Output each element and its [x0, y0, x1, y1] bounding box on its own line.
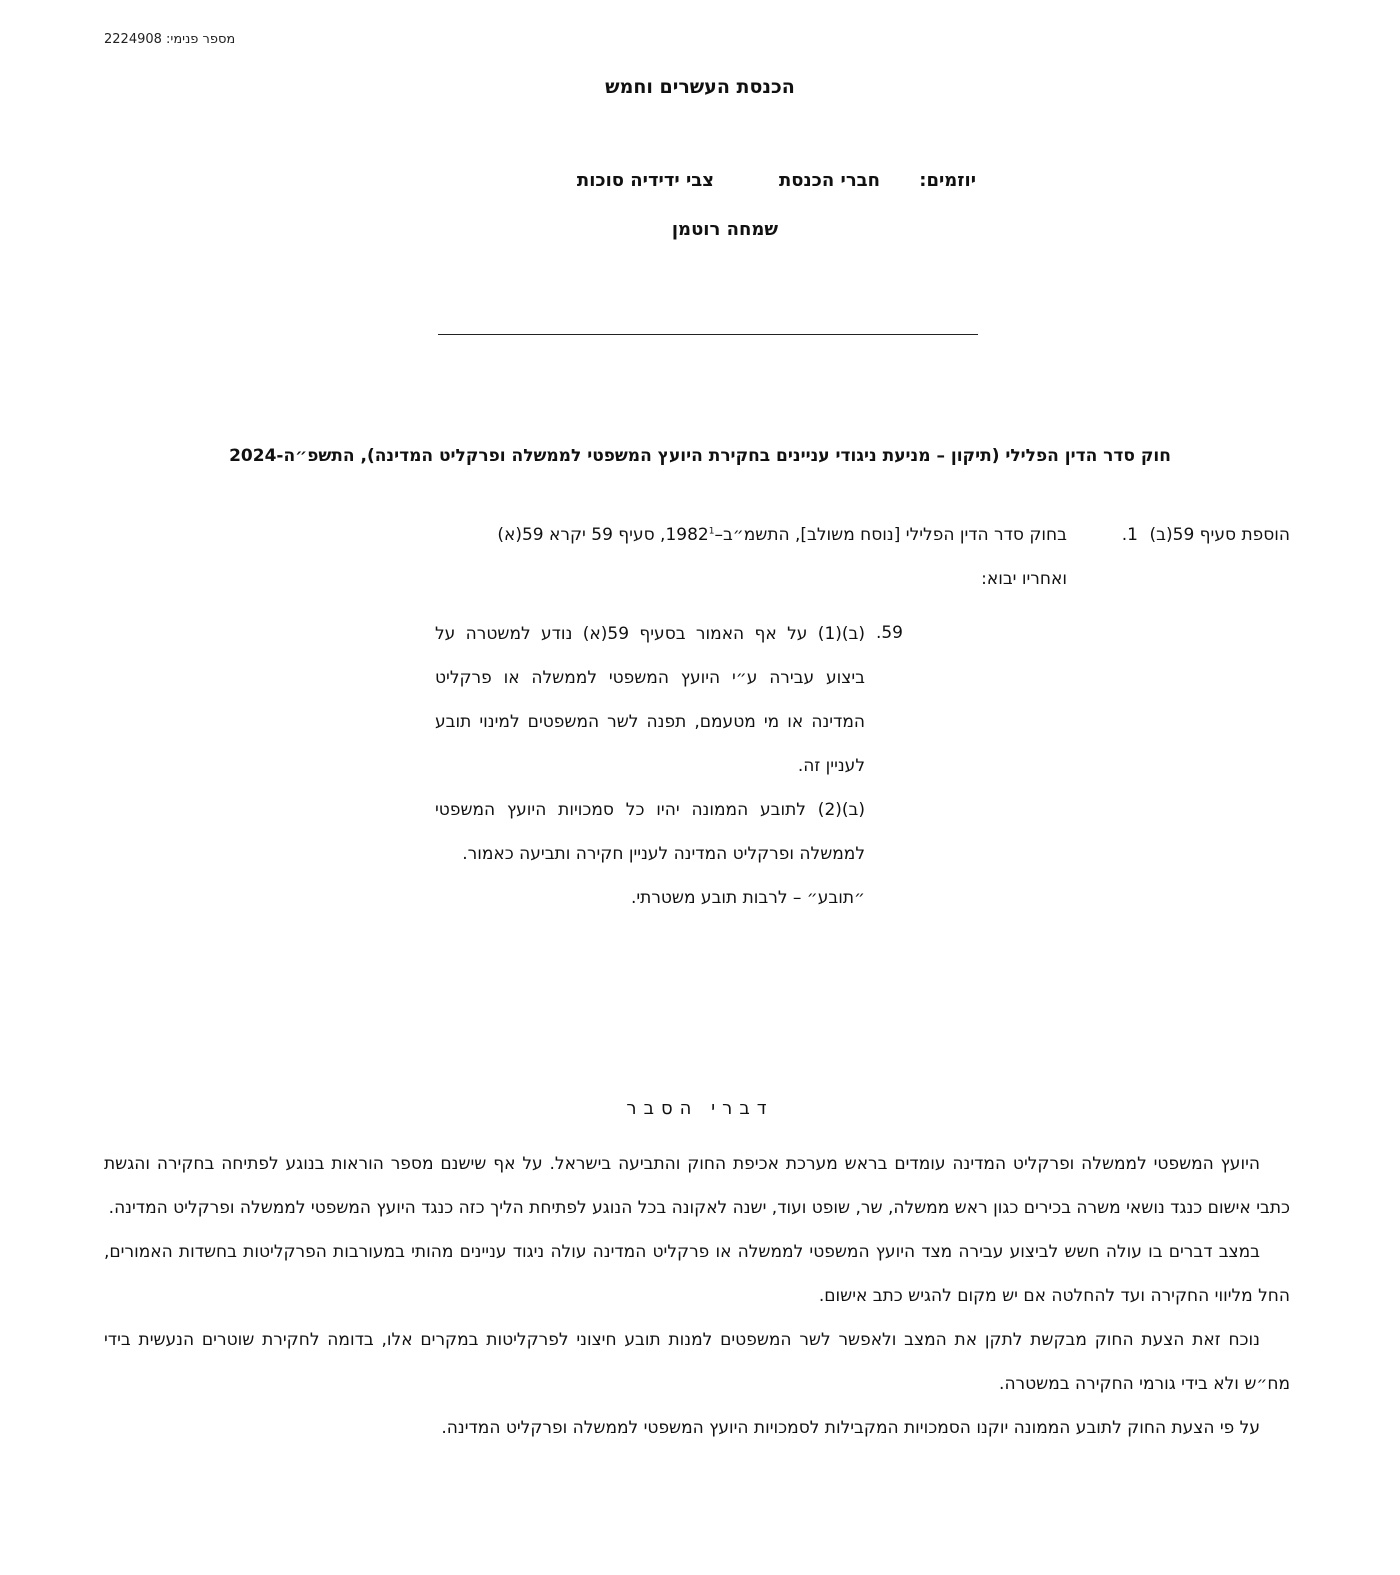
- margin-note: הוספת סעיף 59(ב): [1149, 525, 1290, 545]
- explanation-paragraph-1: היועץ המשפטי לממשלה ופרקליט המדינה עומדים בראש מערכת אכיפת החוק והתביעה בישראל. על אף שישנם מספר הוראות בנוגע לפתיחה בחקירה והגשת כתבי אישום כנגד נושאי משרה בכירים כגון ראש ממשלה, שר, שופט ועוד, ישנה לאקונה בכל הנוגע לפתיחת הליך כזה כנגד היועץ המשפטי לממשלה ופרקליט המדינה.: [104, 1154, 1290, 1218]
- explanation-title: דברי הסבר: [626, 1098, 774, 1119]
- initiator-member-2: שמחה רוטמן: [671, 219, 778, 240]
- section-text-end: , סעיף 59 יקרא 59(א): [497, 525, 666, 545]
- subsection-b2: (ב)(2) לתובע הממונה יהיו כל סמכויות היועץ המשפטי לממשלה ופרקליט המדינה לעניין חקירה ותביעה כאמור.: [435, 800, 865, 864]
- initiators-role: חברי הכנסת: [779, 170, 880, 191]
- knesset-heading: הכנסת העשרים וחמש: [605, 76, 795, 98]
- section-text-line-2: ואחריו יבוא:: [981, 569, 1067, 589]
- explanation-paragraph-4: על פי הצעת החוק לתובע הממונה יוקנו הסמכויות המקבילות לסמכויות היועץ המשפטי לממשלה ופרקליט המדינה.: [441, 1418, 1260, 1438]
- inserted-section-text: [435, 612, 865, 920]
- definition: ״תובע״ – לרבות תובע משטרתי.: [630, 888, 865, 908]
- subsection-b1: (ב)(1) על אף האמור בסעיף 59(א) נודע למשטרה על ביצוע עבירה ע״י היועץ המשפטי לממשלה או פרקליט המדינה או מי מטעמם, תפנה לשר המשפטים למינוי תובע לעניין זה.: [435, 624, 865, 776]
- explanation-paragraph-3: נוכח זאת הצעת החוק מבקשת לתקן את המצב ולאפשר לשר המשפטים למנות תובע חיצוני לפרקליטות במקרים אלו, בדומה לחקירת שוטרים הנעשית בידי מח״ש ולא בידי גורמי החקירה במשטרה.: [104, 1330, 1290, 1394]
- section-text-start: בחוק סדר הדין הפלילי [נוסח משולב], התשמ״ב–1982: [665, 525, 1067, 545]
- footnote-mark: 1: [708, 526, 715, 537]
- inserted-section-number: 59.: [875, 623, 903, 643]
- initiators-label: יוזמים:: [919, 170, 976, 191]
- section-number: 1.: [1121, 525, 1138, 545]
- separator-line: [438, 334, 978, 335]
- explanation-paragraph-2: במצב דברים בו עולה חשש לביצוע עבירה מצד היועץ המשפטי לממשלה או פרקליט המדינה עולה ניגוד עניינים מהותי במעורבות הפרקליטות בחשדות האמורים, החל מליווי החקירה ועד להחלטה אם יש מקום להגיש כתב אישום.: [104, 1242, 1290, 1306]
- section-text-line-1: [497, 525, 1067, 545]
- initiator-member-1: צבי ידידיה סוכות: [576, 170, 714, 191]
- explanation-body: [104, 1142, 1290, 1450]
- bill-title: חוק סדר הדין הפלילי (תיקון – מניעת ניגודי עניינים בחקירת היועץ המשפטי לממשלה ופרקליט המדינה), התשפ״ה-2024: [229, 446, 1171, 466]
- internal-number: מספר פנימי: 2224908: [104, 32, 236, 47]
